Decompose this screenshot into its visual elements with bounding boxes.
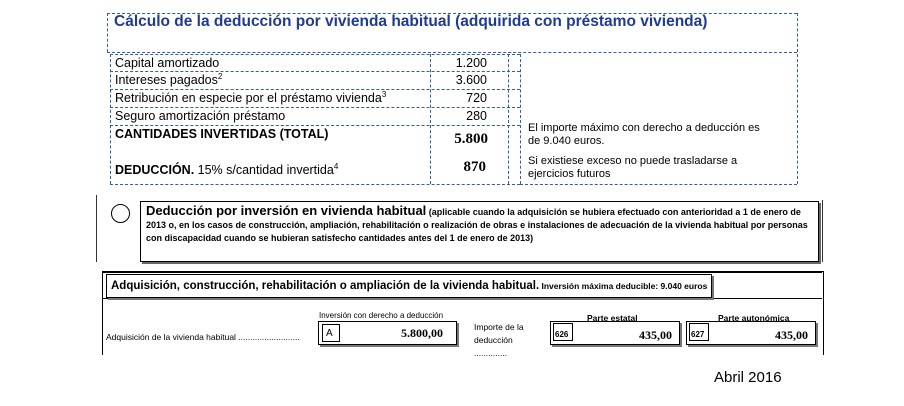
- row-label: Adquisición de la vivienda habitual ..........................: [106, 332, 300, 342]
- autonomica-value[interactable]: 435,00: [775, 328, 808, 342]
- total-label: CANTIDADES INVERTIDAS (TOTAL): [115, 127, 329, 141]
- importe-label: Importe de la deducción ..............: [474, 322, 524, 358]
- calc-row-label: Intereses pagados$^2$: [115, 72, 223, 87]
- deduccion-value: 870: [463, 159, 486, 175]
- estatal-header: Parte estatal: [587, 313, 638, 323]
- total-value: 5.800: [454, 131, 488, 147]
- calc-row-value: 720: [466, 91, 487, 105]
- deduccion-label: DEDUCCIÓN. 15% s/cantidad invertida$^4$: [115, 162, 339, 177]
- calc-row-value: 3.600: [455, 73, 487, 87]
- estatal-value[interactable]: 435,00: [639, 328, 672, 342]
- calc-row-label: Seguro amortización préstamo: [115, 109, 286, 123]
- form-subheading: Adquisición, construcción, rehabilitación o ampliación de la vivienda habitual. Inversión máxima deducible: 9.040 euros: [111, 280, 708, 292]
- calc-row-label: Retribución en especie por el préstamo vivienda$^3$: [115, 90, 387, 105]
- autonomica-header: Parte autonómica: [718, 313, 790, 323]
- note-max: El importe máximo con derecho a deducción es de 9.040 euros.: [528, 122, 760, 147]
- note-exceso: Si existiese exceso no puede trasladarse a ejercicios futuros: [528, 155, 738, 180]
- inversion-header: Inversión con derecho a deducción: [319, 311, 444, 320]
- inversion-value[interactable]: 5.800,00: [401, 326, 443, 340]
- calc-row-label: Capital amortizado: [115, 56, 220, 70]
- estatal-code: 626: [555, 330, 569, 339]
- radio-circle[interactable]: [111, 204, 130, 223]
- inversion-letter: A: [326, 328, 333, 339]
- form-heading: Deducción por inversión en vivienda habitual (aplicable cuando la adquisición se hubiera efectuado con anterioridad a 1 de enero de 2013 o, en los casos de construcción, ampliación, rehabilitación o realización de obras e instalaciones de adecuación de la vivienda habitual por personas con discapacidad cuando se hubieran satisfecho cantidades antes del 1 de enero de 2013): [146, 203, 808, 243]
- calc-row-value: 1.200: [455, 56, 487, 70]
- calc-title: Cálculo de la deducción por vivienda habitual (adquirida con préstamo vivienda): [114, 13, 708, 30]
- calc-row-value: 280: [466, 109, 487, 123]
- footer-date: Abril 2016: [714, 369, 782, 386]
- autonomica-code: 627: [691, 330, 705, 339]
